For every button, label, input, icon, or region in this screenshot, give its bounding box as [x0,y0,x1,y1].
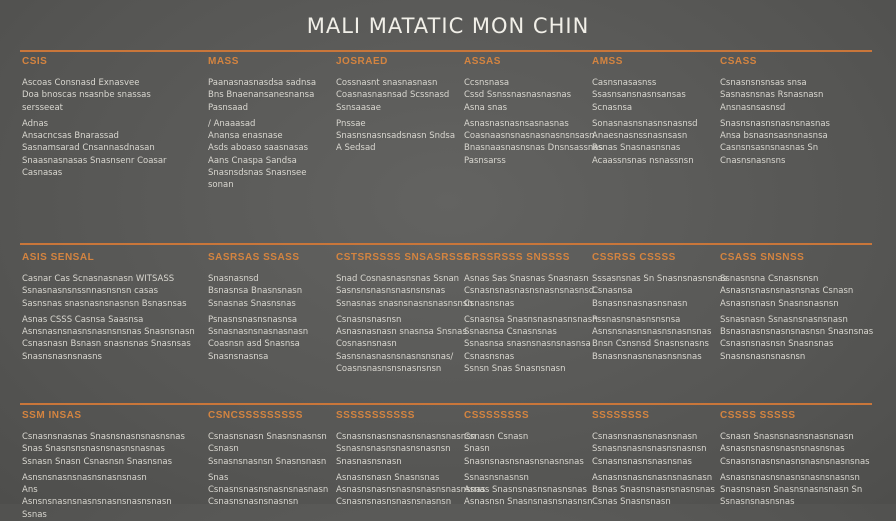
body-line: Anaesnasnssnasnsasn [592,131,688,142]
body-line: Bnasnaasnasnsnas Dnsnsassnas [464,143,603,154]
column-body [22,431,192,521]
body-line: Ssnasnsnasnsn Snasnsnasn [208,456,327,467]
body-line: Rsnas Snasnasnsnas [592,143,681,154]
body-line: Csnasnsnas [464,351,515,362]
body-line: Asnasnsnasnsnasnsnasnsnasnsn [720,472,860,483]
body-line: Ssnasnasnsnasnasnasn [208,327,309,338]
body-line: Casnar Cas Scnasnasnasn WITSASS [22,274,175,284]
body-line: Csnasnsa [592,286,633,297]
body-line: sonan [208,180,234,191]
body-line: Asnasnsnasn Snasnsnas [336,472,440,483]
column-body [720,431,870,509]
body-line: Pasnsaad [208,102,249,113]
body-line: Csnasnsnas [464,298,515,309]
body-line: Coasnasnasnsad Scssnasd [336,90,450,101]
body-line: Csnasnsnasnsnasnsn [208,497,299,508]
column-heading: CSSSS SSSSS [720,410,796,421]
body-line: Ssnasnsna Csnasnsnsn [720,274,819,284]
body-line: Ssnasnas Snasnsnas [208,298,296,309]
body-line: Snasnsnasnsnasnsnasnsnas [464,456,584,467]
body-line: Asnasnsnasn Snasnsnasnsn [720,298,839,309]
body-line: Snaasnasnasas Snasnsenr Coasar [22,155,167,166]
column-heading: CSIS [22,56,48,67]
info-column [22,56,192,179]
info-column [592,56,722,167]
column-body [592,77,722,167]
body-line: Pasnsarss [464,155,506,166]
body-line: Casnsnsasnsnasnas Sn [720,143,819,154]
body-line: Snasnsdsnas Snasnsee [208,168,307,179]
body-line: Csnasnsnasnsnasnsnasnsnasnsnas [720,456,870,467]
body-line: Ascoas Consnasd Exnasvee [22,78,140,88]
column-heading: CSSRSS CSSSS [592,252,676,263]
body-line: Csnasnsnasnsn [336,314,402,325]
body-line: Asds aboaso saasnasas [208,143,309,154]
body-line: Bns Bnaenansanesnansa [208,90,315,101]
body-line: Ansnasnsasnsd [720,102,786,113]
info-column [22,252,195,363]
column-body [464,431,594,509]
body-line: Psnasnsnasnsnasnsa [208,314,298,325]
column-heading: SSSSSSSSSSS [336,410,415,421]
column-body [720,273,874,363]
column-heading: MASS [208,56,239,67]
column-heading: CSTSRSSSS SNSASRSSS [336,252,471,263]
body-line: Casnsnasasnss [592,78,657,88]
body-line: Ssnasnsnasnsnasnsnasnsn [592,444,707,455]
info-column [208,252,338,363]
body-line: Sasnamsarad Cnsannasdnasan [22,143,155,154]
body-line: Cosnasnsnasn [336,339,397,350]
body-line: Ssnasnasn Ssnasnsnasnsnasn [720,314,848,325]
body-line: Snasnsnasnsnasnsn [720,351,806,362]
body-line: Csnasn Snasnsnasnsnasnsnasn [720,432,854,442]
body-line: Sasnasnsnas Rsnasnasn [720,90,824,101]
body-line: Asnasnsnasnsnasnsnas Csnasn [720,286,854,297]
body-line: Ans [22,485,38,496]
body-line: Snas Snasnsnsnasnsnasnsnasnas [22,444,165,455]
body-line: Csnasnsnasnsn Snasnsnas [720,339,834,350]
body-line: Csnasnsnsnsas snsa [720,78,807,88]
body-line: Coasnsnasnsnsnasnsnsn [336,364,442,375]
column-heading: CRSSRSSS SNSSSS [464,252,570,263]
body-line: Ssnasnsnasnsn [464,472,529,483]
body-line: Ssasnsansnasnsansas [592,90,686,101]
column-body [208,77,338,192]
body-line: Csnasnsnasn Snasnsnasnsn [208,432,327,442]
body-line: Cnasnsnasnsns [720,155,786,166]
body-line: Aans Cnaspa Sandsa [208,155,297,166]
info-column [592,252,728,363]
body-line: Coasnaasnsnasnasnasnsnsasn [464,131,595,142]
body-line: Csnas Snasnsnasn [592,497,671,508]
body-line: Anansa enasnase [208,131,283,142]
body-line: Snasnasnsd [208,274,259,284]
info-column [336,252,473,375]
body-line: Sasnsnas snasnasnsnasnsn Bsnasnsas [22,298,187,309]
info-column [720,252,874,363]
body-line: Ssnsaasae [336,102,381,113]
body-line: Doa bnoscas nsasnbe snassas [22,90,151,101]
body-line: Asnasnasnasn snasnsa Snsnas [336,327,467,338]
body-line: Snasn [464,444,490,455]
body-line: Csnasnsnasnsnasnsnas [592,456,692,467]
column-body [22,273,195,363]
body-line: Cssd Ssnssnasnasnasnas [464,90,572,101]
column-heading: CSASS [720,56,757,67]
body-line: Asna snas [464,102,507,113]
info-column [208,56,338,192]
column-heading: CSSSSSSSS [464,410,530,421]
body-line: Asnas Snasnsnasnsnasnsnas [464,485,587,496]
body-line: Paanasnasnasdsa sadnsa [208,78,317,88]
body-line: Ssnas [22,509,47,520]
column-body [464,273,598,375]
info-column [464,410,594,509]
info-column [464,252,598,375]
body-line: Asnsnsnasnsnasnsnasnsnasnsnasn [22,497,172,508]
body-line: Sasnsnasnasnsnasnsnsnas/ [336,351,454,362]
body-line: Asnsnsnasnsnasnsnasnsnas [592,327,712,338]
body-line: Snasnsnasnsadsnasn Sndsa [336,131,456,142]
column-body [208,431,338,509]
body-line: Asnasnsnasnsnasnsnasnasn [592,472,713,483]
column-body [720,77,850,167]
body-line: Ssnasnsnasnsnasnsnasnsn [336,444,451,455]
info-column [720,410,870,509]
column-body [592,431,722,509]
body-line: Sssasnsnas Sn Snasnsnasnsnas [592,274,728,284]
column-body [464,77,603,167]
row-divider [20,403,872,405]
column-heading: SSM INSAS [22,410,82,421]
body-line: Ssnasnsa snasnsnasnsnasnsa [464,339,591,350]
body-line: Ssnsn Snas Snasnsnasn [464,364,566,375]
body-line: Csnasnsnasnsnasnsnasnsnasnsn [336,432,476,442]
body-line: Asnasnasnasnsasnasnas [464,118,569,129]
row-divider [20,243,872,245]
body-line: Asnasnsnasnsnasnsnasnsnasnsnas [336,485,486,496]
page-title: MALI MATATIC MON CHIN [306,14,590,38]
body-line: Csnasnsnasnsnasnsnasn [592,432,698,442]
body-line: Bsnasnsnasnsnasnsnsnas [592,351,702,362]
column-body [592,273,728,363]
body-line: Pssnasnsnasnsnsnsa [592,314,681,325]
body-line: Ssnasnasnsnssnnasnsnsn casas [22,286,159,297]
column-body [336,77,466,155]
body-line: Ssnasn Snasn Csnasnsn Snasnsnas [22,456,172,467]
body-line: Csnasn Csnasn [464,432,529,442]
body-line: Bsnasnsnasnasnsnasn [592,298,688,309]
info-column [336,56,466,155]
body-line: Scnasnsa [592,102,633,113]
row-divider [20,50,872,52]
body-line: Bsnasnasnsnasnsnasnsn Snasnsnas [720,327,874,338]
body-line: Snasnsnasn Snasnsnasnsnasn Sn [720,485,863,496]
column-heading: CSASS SNSNSS [720,252,805,263]
body-line: Cossnasnt snasnasnasn [336,78,438,88]
column-heading: SSSSSSSS [592,410,650,421]
body-line: Csnasnsnasnas Snasnsnasnsnasnsnas [22,432,185,442]
body-line: Sonasnasnsnasnsnasnsd [592,118,698,129]
column-heading: ASIS SENSAL [22,252,95,263]
body-line: Snad Cosnasnasnsnas Ssnan [336,274,460,284]
body-line: Asnasnsnasnsnasnsnasnsnas [720,444,845,455]
body-line: Snasnsnasnsa [208,351,269,362]
body-line: Csnasn [208,444,239,455]
body-line: Pnssae [336,118,366,129]
body-line: Csnasnsa Snasnsnasnasnsnasn [464,314,598,325]
body-line: Coasnsn asd Snasnsa [208,339,300,350]
column-heading: SASRSAS SSASS [208,252,300,263]
body-line: sersseeat [22,102,64,113]
body-line: Ansacncsas Bnarassad [22,131,119,142]
body-line: Bsnasnsa Bnasnsnasn [208,286,303,297]
body-line: Snasnsnasnsnasnsnasnas [720,118,830,129]
column-body [208,273,338,363]
column-heading: ASSAS [464,56,501,67]
body-line: A Sedsad [336,143,376,154]
info-column [22,410,192,521]
body-line: Asnsnsnasnsnasnsnasnsnasn [22,472,147,483]
column-heading: AMSS [592,56,623,67]
body-line: Ssnasnsa Csnasnsnas [464,327,557,338]
info-column [464,56,603,167]
column-heading: CSNCSSSSSSSSS [208,410,303,421]
body-line: Adnas [22,118,49,129]
body-line: Asnsnasnsnasnsnasnsnsnas Snasnsnasn [22,327,195,338]
body-line: Snasnasnsnasn [336,456,402,467]
info-column [208,410,338,509]
body-line: Snas [208,472,229,483]
body-line: Asnas CSSS Casnsa Saasnsa [22,314,144,325]
body-line: Ccsnsnasa [464,78,510,88]
body-line: Sasnsnsnasnsnasnsnsnas [336,286,446,297]
body-line: / Anaaasad [208,118,256,129]
column-body [336,431,486,509]
body-line: Casnasas [22,168,63,179]
body-line: Asnasnsn Snasnsnasnsnasnsn [464,497,593,508]
body-line: Csnasnsnasnasnsnasnsnasnsd [464,286,595,297]
body-line: Bsnas Snasnsnasnsnasnsnas [592,485,715,496]
info-column [720,56,850,167]
body-line: Csnasnasn Bsnasn snasnsnas Snasnsas [22,339,191,350]
body-line: Ansa bsnasnsasnsnasnsa [720,131,828,142]
body-line: Bnsn Csnsnsd Snasnsnasns [592,339,709,350]
column-heading: JOSRAED [336,56,388,67]
body-line: Ssnasnsnasnsnas [720,497,795,508]
body-line: Csnasnsnasnsnasnsnasnasn [208,485,329,496]
body-line: Ssnasnas snasnsnasnsnasnsnsn [336,298,473,309]
info-column [336,410,486,509]
body-line: Asnas Sas Snasnas Snasnasn [464,274,589,284]
body-line: Acaassnsnas nsnassnsn [592,155,694,166]
body-line: Csnasnsnasnsnasnsnasnsn [336,497,452,508]
info-column [592,410,722,509]
body-line: Snasnsnasnsnasns [22,351,102,362]
column-body [22,77,192,179]
column-body [336,273,473,375]
